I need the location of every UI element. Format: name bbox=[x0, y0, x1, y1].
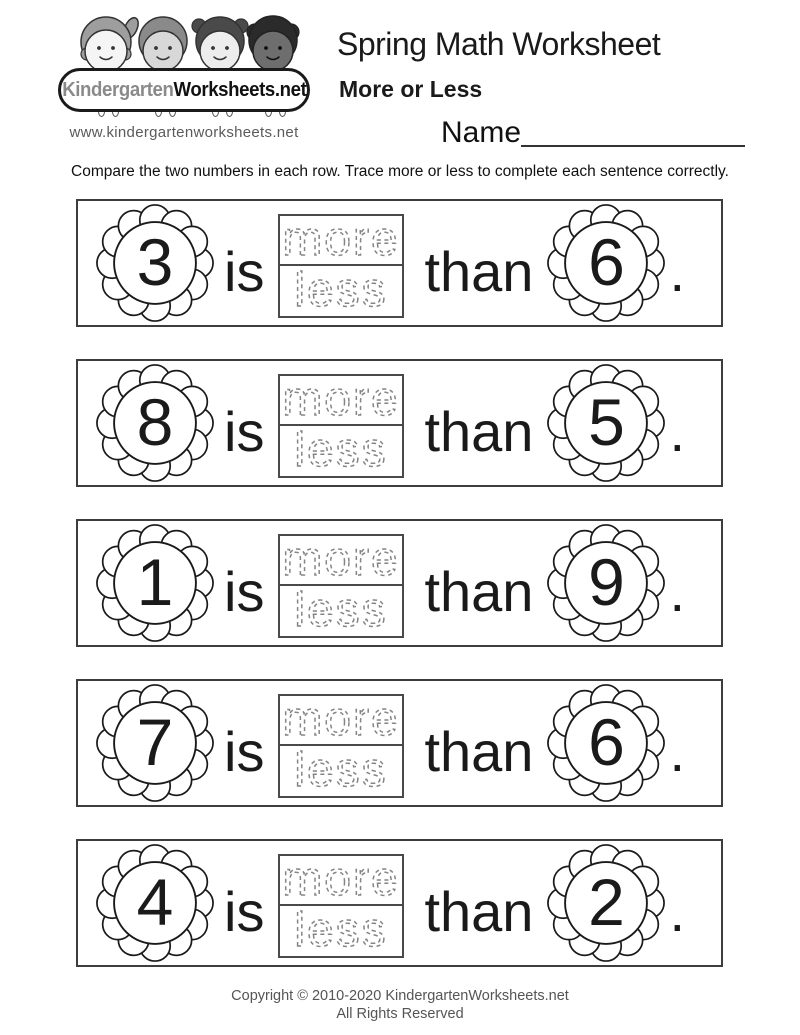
trace-option-more[interactable] bbox=[280, 216, 402, 266]
trace-option-less[interactable] bbox=[280, 426, 402, 476]
left-number: 7 bbox=[136, 705, 174, 779]
flower-icon bbox=[547, 524, 665, 642]
word-is: is bbox=[224, 720, 265, 783]
trace-option-less[interactable] bbox=[280, 586, 402, 636]
word-is: is bbox=[224, 560, 265, 623]
left-number: 1 bbox=[136, 545, 174, 619]
flower-icon bbox=[547, 204, 665, 322]
trace-more-text: more bbox=[282, 856, 401, 904]
more-less-trace-box[interactable] bbox=[278, 534, 404, 638]
sentence-period: . bbox=[669, 240, 686, 303]
logo-kids-icon bbox=[58, 14, 310, 76]
more-less-trace-box[interactable] bbox=[278, 374, 404, 478]
left-number: 8 bbox=[136, 385, 174, 459]
page-footer bbox=[0, 988, 800, 1022]
sentence-period: . bbox=[669, 720, 686, 783]
brand-name-black: Worksheets.net bbox=[173, 78, 307, 101]
right-number: 2 bbox=[588, 865, 625, 939]
trace-option-more[interactable] bbox=[280, 696, 402, 746]
trace-less-text: less bbox=[294, 267, 389, 315]
trace-less-text: less bbox=[294, 427, 389, 475]
right-number: 6 bbox=[588, 225, 625, 299]
name-input-line[interactable] bbox=[521, 117, 745, 147]
word-is: is bbox=[224, 240, 265, 303]
more-less-trace-box[interactable] bbox=[278, 694, 404, 798]
sentence-period: . bbox=[669, 880, 686, 943]
right-number: 5 bbox=[588, 385, 625, 459]
word-than: than bbox=[424, 240, 534, 303]
trace-more-text: more bbox=[282, 536, 401, 584]
worksheet-row-5 bbox=[76, 839, 723, 967]
rights-text: All Rights Reserved bbox=[336, 1006, 464, 1022]
worksheet-row-1 bbox=[76, 199, 723, 327]
trace-option-more[interactable] bbox=[280, 376, 402, 426]
flower-icon bbox=[96, 844, 214, 962]
website-url: www.kindergartenworksheets.net bbox=[69, 124, 299, 141]
name-label: Name bbox=[441, 116, 522, 149]
sentence-period: . bbox=[669, 400, 686, 463]
flower-icon bbox=[96, 364, 214, 482]
worksheet-row-4 bbox=[76, 679, 723, 807]
flower-icon bbox=[547, 364, 665, 482]
worksheet-row-2 bbox=[76, 359, 723, 487]
flower-icon bbox=[96, 524, 214, 642]
trace-option-more[interactable] bbox=[280, 856, 402, 906]
sentence-period: . bbox=[669, 560, 686, 623]
more-less-trace-box[interactable] bbox=[278, 214, 404, 318]
instructions-text: Compare the two numbers in each row. Trace more or less to complete each sentence correctly. bbox=[71, 163, 729, 180]
word-than: than bbox=[424, 720, 534, 783]
trace-less-text: less bbox=[294, 747, 389, 795]
left-number: 3 bbox=[136, 225, 174, 299]
word-than: than bbox=[424, 880, 534, 943]
trace-option-more[interactable] bbox=[280, 536, 402, 586]
flower-icon bbox=[96, 684, 214, 802]
page-title: Spring Math Worksheet bbox=[337, 26, 661, 62]
trace-option-less[interactable] bbox=[280, 746, 402, 796]
copyright-text: Copyright © 2010-2020 KindergartenWorksheets.net bbox=[231, 988, 569, 1004]
word-is: is bbox=[224, 880, 265, 943]
logo-banner bbox=[58, 68, 310, 112]
page-subtitle: More or Less bbox=[339, 76, 483, 102]
left-number: 4 bbox=[136, 865, 174, 939]
word-is: is bbox=[224, 400, 265, 463]
word-than: than bbox=[424, 560, 534, 623]
right-number: 6 bbox=[588, 705, 625, 779]
trace-option-less[interactable] bbox=[280, 266, 402, 316]
worksheet-row-3 bbox=[76, 519, 723, 647]
trace-less-text: less bbox=[294, 587, 389, 635]
flower-icon bbox=[547, 684, 665, 802]
trace-more-text: more bbox=[282, 376, 401, 424]
site-logo bbox=[58, 14, 310, 144]
worksheet-rows bbox=[76, 199, 723, 999]
name-line bbox=[441, 116, 745, 150]
trace-option-less[interactable] bbox=[280, 906, 402, 956]
trace-more-text: more bbox=[282, 216, 401, 264]
flower-icon bbox=[96, 204, 214, 322]
word-than: than bbox=[424, 400, 534, 463]
right-number: 9 bbox=[588, 545, 625, 619]
brand-name-gray: Kindergarten bbox=[61, 78, 174, 101]
trace-less-text: less bbox=[294, 907, 389, 955]
flower-icon bbox=[547, 844, 665, 962]
more-less-trace-box[interactable] bbox=[278, 854, 404, 958]
trace-more-text: more bbox=[282, 696, 401, 744]
logo-banner-text bbox=[62, 79, 306, 102]
